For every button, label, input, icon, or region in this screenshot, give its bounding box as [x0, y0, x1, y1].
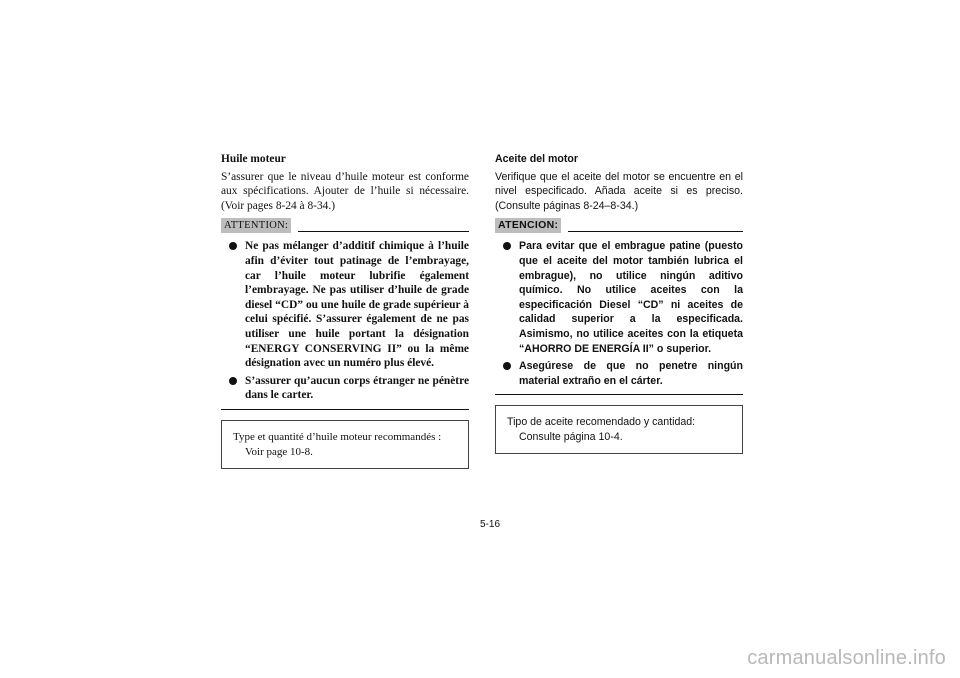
- spanish-box-line1: Tipo de aceite recomendado y cantidad:: [507, 416, 696, 429]
- french-bullet-2: S’assurer qu’aucun corps étranger ne pénètre dans le carter.: [245, 374, 469, 402]
- spanish-bullet-1: Para evitar que el embrague patine (puesto que el aceite del motor también lubrica el embrague), no utilice ningún aditivo químico. No utilice aceites con la especificación Diesel “CD” ni aceites de calidad superior a la especificada. Asimismo, no utilice aceites con la etiqueta “AHORRO DE ENERGÍA II” o superior.: [519, 240, 743, 355]
- bullet-icon: [229, 242, 237, 250]
- french-column: [221, 152, 469, 469]
- french-caution-label: ATTENTION:: [221, 218, 291, 233]
- spanish-bullet-2: Asegúrese de que no penetre ningún material extraño en el cárter.: [519, 360, 743, 387]
- spanish-caution-rule: [568, 231, 743, 232]
- bullet-icon: [229, 377, 237, 385]
- french-caution-list: [221, 239, 469, 403]
- french-bullet-1: Ne pas mélanger d’additif chimique à l’huile afin d’éviter tout patinage de l’embrayage, car l’huile moteur lubrifie également l’embrayage. Ne pas utiliser d’huile de grade diesel “CD” ou une huile de grade supérieur à celui spécifié. S’assurer également de ne pas utiliser une huile portant la désignation “ENERGY CONSERVING II” ou la même désignation avec un numéro plus élevé.: [245, 240, 469, 370]
- french-heading: Huile moteur: [221, 153, 286, 165]
- french-caution-rule: [298, 231, 469, 232]
- list-item: [221, 374, 469, 403]
- list-item: [221, 239, 469, 370]
- french-caution-end-rule: [221, 409, 469, 410]
- french-box-line2: Voir page 10-8.: [245, 445, 313, 458]
- spanish-caution-header: [495, 217, 743, 233]
- bullet-icon: [503, 242, 511, 250]
- french-box-line1: Type et quantité d’huile moteur recommandés :: [233, 430, 442, 443]
- french-caution-header: [221, 217, 469, 233]
- bullet-icon: [503, 362, 511, 370]
- spanish-caution-label: ATENCION:: [495, 218, 561, 233]
- spanish-caution-end-rule: [495, 394, 743, 395]
- french-intro: S’assurer que le niveau d’huile moteur est conforme aux spécifications. Ajouter de l’huile si nécessaire. (Voir pages 8-24 à 8-34.): [221, 170, 469, 212]
- spanish-intro: Verifique que el aceite del motor se encuentre en el nivel especificado. Añada aceite si es preciso. (Consulte páginas 8-24–8-34.): [495, 170, 743, 212]
- list-item: [495, 239, 743, 356]
- french-oil-spec-box: [221, 420, 469, 469]
- list-item: [495, 359, 743, 388]
- spanish-heading: Aceite del motor: [495, 153, 579, 165]
- spanish-oil-spec-box: [495, 405, 743, 454]
- spanish-caution-list: [495, 239, 743, 388]
- watermark: carmanualsonline.info: [747, 647, 946, 669]
- page-number: 5-16: [479, 519, 500, 530]
- spanish-column: [495, 152, 743, 454]
- spanish-box-line2: Consulte página 10-4.: [519, 431, 623, 444]
